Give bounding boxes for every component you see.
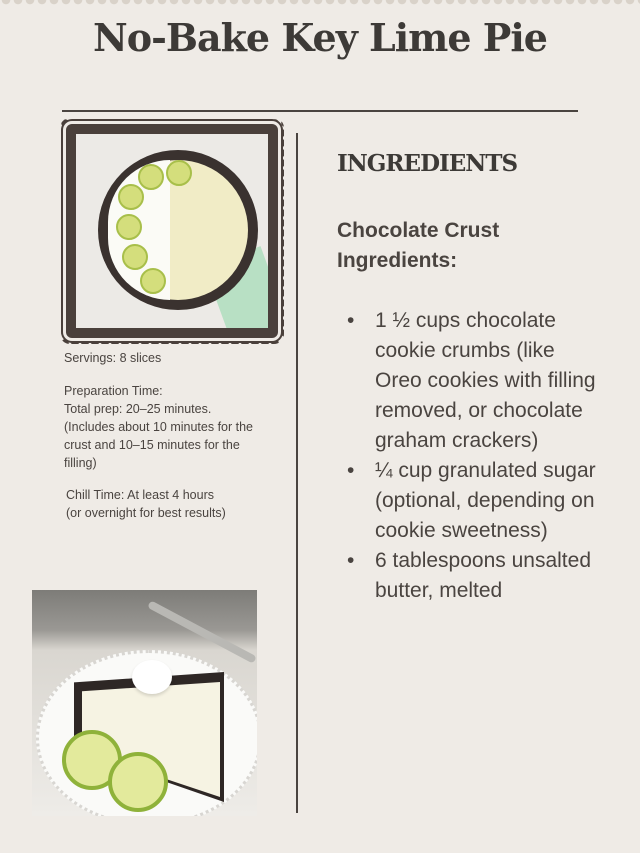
whipped-cream-dollop <box>132 660 172 694</box>
column-divider <box>296 133 298 813</box>
bullet-icon: • <box>347 459 355 482</box>
chill-time-text: Chill Time: At least 4 hours (or overnight for best results) <box>66 488 226 520</box>
lime-slice-garnish <box>166 160 192 186</box>
ingredient-text: 1 ½ cups chocolate cookie crumbs (like Oreo cookies with filling removed, or chocolate graham crackers) <box>375 309 596 452</box>
lime-slice-garnish <box>122 244 148 270</box>
page-title: No-Bake Key Lime Pie <box>93 15 547 60</box>
prep-time-text: Preparation Time: Total prep: 20–25 minutes. (Includes about 10 minutes for the crust and 10–15 minutes for the filling) <box>64 384 254 470</box>
lime-slice-garnish <box>138 164 164 190</box>
bullet-icon: • <box>347 309 355 332</box>
ingredient-text: ¼ cup granulated sugar (optional, depending on cookie sweetness) <box>375 459 596 542</box>
ingredients-list <box>337 306 597 606</box>
lime-slice-garnish <box>140 268 166 294</box>
lime-slice-garnish <box>118 184 144 210</box>
ingredients-heading: INGREDIENTS <box>337 150 518 177</box>
list-item <box>337 456 597 546</box>
title-underline <box>62 110 578 112</box>
pie-photo-frame <box>66 124 278 338</box>
lime-wheel-garnish <box>108 752 168 812</box>
list-item <box>337 546 597 606</box>
servings-text: Servings: 8 slices <box>64 351 162 365</box>
list-item <box>337 306 597 456</box>
ingredient-text: 6 tablespoons unsalted butter, melted <box>375 549 591 602</box>
bullet-icon: • <box>347 549 355 572</box>
lime-slice-garnish <box>116 214 142 240</box>
crust-ingredients-subheading: Chocolate Crust Ingredients: <box>337 219 500 272</box>
pie-slice-photo <box>32 590 257 816</box>
whole-pie-photo <box>76 134 268 328</box>
